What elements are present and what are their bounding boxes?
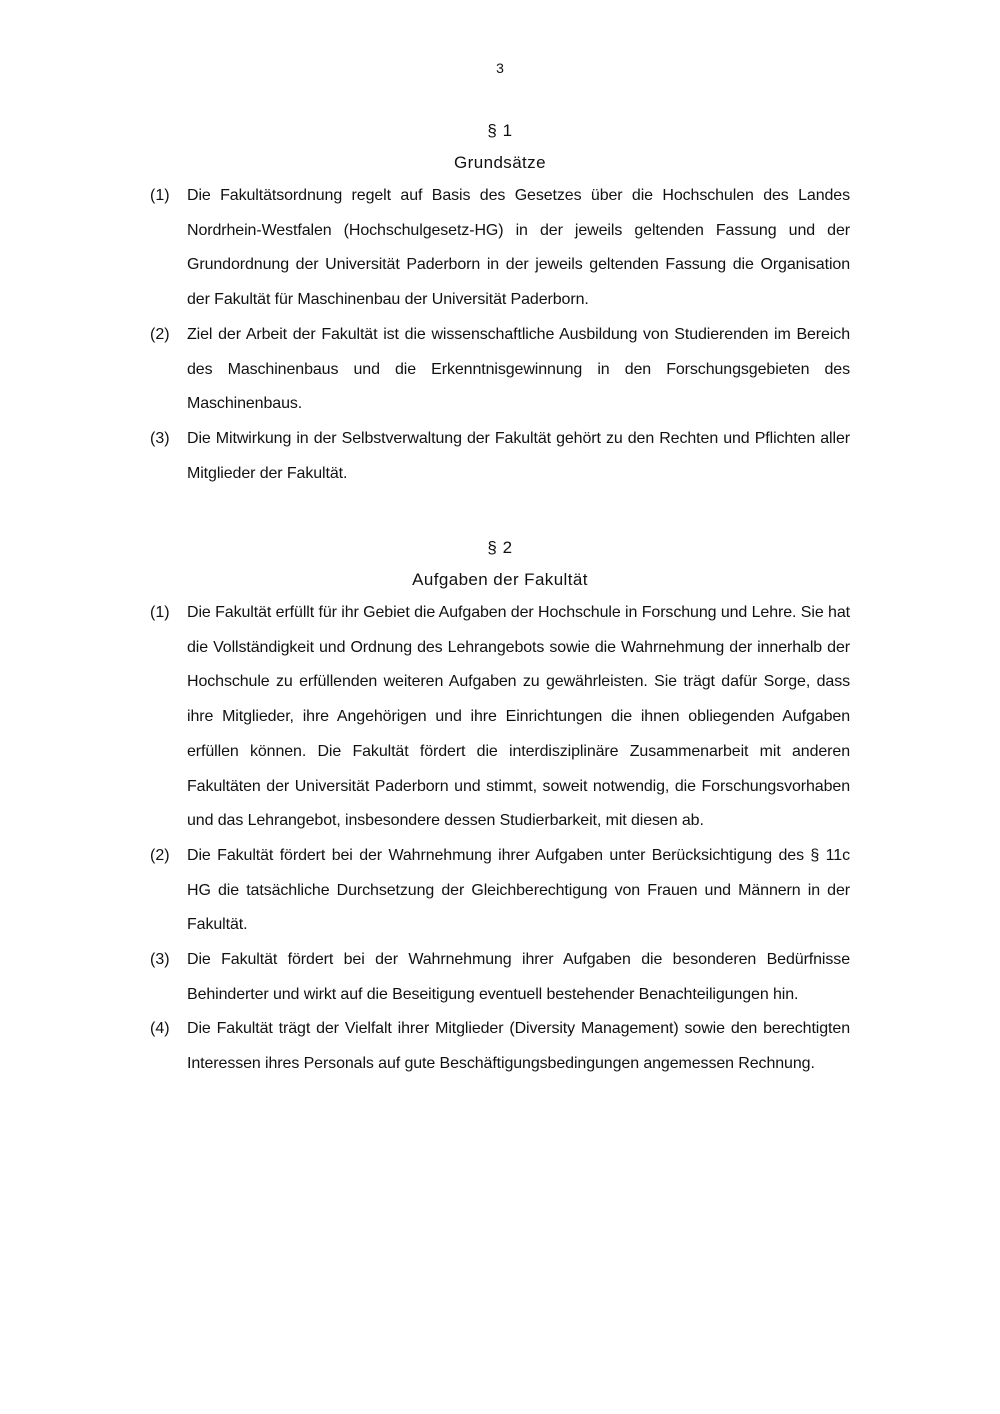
paragraph-1-2 [150,318,850,422]
paragraph-text: Die Fakultät fördert bei der Wahrnehmung ihrer Aufgaben die besonderen Bedürfnisse Behinderter und wirkt auf die Beseitigung eventuell bestehender Benachteiligungen hin. [187,951,850,1003]
paragraph-number: (4) [150,1020,170,1038]
paragraph-number: (3) [150,429,170,447]
section-2 [150,537,850,1082]
paragraph-number: (1) [150,604,170,621]
paragraph-text: Die Fakultätsordnung regelt auf Basis des Gesetzes über die Hochschulen des Landes Nordrhein-Westfalen (Hochschulgesetz-HG) in der jeweils geltenden Fassung und der Grundordnung der Universität Paderborn in der jeweils geltenden Fassung die Organisation der Fakultät für Maschinenbau der Universität Paderborn. [187,187,850,309]
page-number: 3 [496,60,504,76]
section-symbol: § 2 [487,538,513,557]
paragraph-number: (1) [150,187,170,204]
paragraph-1-3 [150,422,850,491]
section-title: Aufgaben der Fakultät [412,570,588,589]
section-1 [150,120,850,491]
paragraph-text: Die Fakultät erfüllt für ihr Gebiet die Aufgaben der Hochschule in Forschung und Lehre. Sie hat die Vollständigkeit und Ordnung des Lehrangebots sowie die Wahrnehmung der innerhalb der Hochschule zu erfüllenden weiteren Aufgaben zu gewährleisten. Sie trägt dafür Sorge, dass ihre Mitglieder, ihre Angehörigen und ihre Einrichtungen die ihnen obliegenden Aufgaben erfüllen können. Die Fakultät fördert die interdisziplinäre Zusammenarbeit mit anderen Fakultäten der Universität Paderborn und stimmt, soweit notwendig, die Forschungsvorhaben und das Lehrangebot, insbesondere dessen Studierbarkeit, mit diesen ab. [187,604,850,830]
paragraph-text: Die Fakultät trägt der Vielfalt ihrer Mitglieder (Diversity Management) sowie den berechtigten Interessen ihres Personals auf gute Beschäftigungsbedingungen angemessen Rechnung. [187,1020,850,1073]
paragraph-number: (2) [150,325,170,343]
paragraph-text: Die Fakultät fördert bei der Wahrnehmung ihrer Aufgaben unter Berücksichtigung des § 11c HG die tatsächliche Durchsetzung der Gleichberechtigung von Frauen und Männern in der Fakultät. [187,846,850,934]
section-symbol: § 1 [487,121,513,140]
section-title: Grundsätze [454,153,546,172]
paragraph-text: Die Mitwirkung in der Selbstverwaltung der Fakultät gehört zu den Rechten und Pflichten aller Mitglieder der Fakultät. [187,429,850,482]
paragraph-2-4 [150,1012,850,1081]
paragraph-number: (3) [150,951,170,969]
paragraph-text: Ziel der Arbeit der Fakultät ist die wissenschaftliche Ausbildung von Studierenden im Bereich des Maschinenbaus und die Erkenntnisgewinnung in den Forschungsgebieten des Maschinenbaus. [187,325,850,413]
paragraph-number: (2) [150,846,170,864]
paragraph-1-1 [150,179,850,318]
paragraph-2-3 [150,943,850,1012]
paragraph-2-2 [150,839,850,943]
paragraph-2-1 [150,596,850,839]
